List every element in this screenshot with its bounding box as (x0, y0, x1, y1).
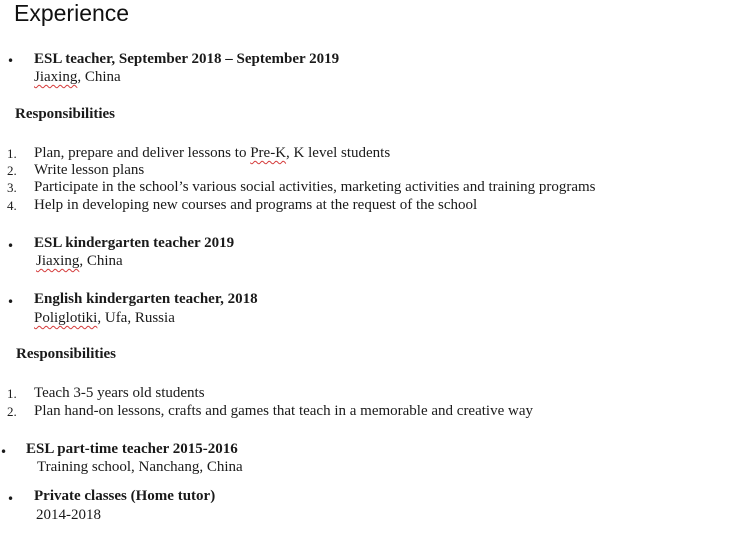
list-number: 4. (7, 198, 17, 213)
list-number: 1. (7, 146, 17, 161)
bullet-icon: • (7, 239, 15, 253)
list-item: Participate in the school’s various social activities, marketing activities and training programs (34, 179, 596, 195)
list-item: Help in developing new courses and programs at the request of the school (34, 197, 478, 213)
job-title-part-time: ESL part-time teacher 2015-2016 (26, 441, 238, 457)
location-city: Jiaxing (34, 69, 78, 85)
list-item: Teach 3-5 years old students (34, 385, 205, 401)
list-number: 2. (7, 163, 17, 178)
location-country: , China (77, 69, 121, 85)
list-item: Plan hand-on lessons, crafts and games that teach in a memorable and creative way (34, 403, 533, 419)
section-title: Experience (14, 0, 130, 26)
job-title-private-classes: Private classes (Home tutor) (34, 488, 216, 504)
job-title-esl-teacher: ESL teacher, September 2018 – September 2019 (34, 51, 340, 67)
list-item-term: Pre-K (250, 145, 287, 161)
responsibilities-heading: Responsibilities (15, 106, 116, 122)
list-number: 3. (7, 180, 17, 195)
location-school: Poliglotiki (34, 310, 98, 326)
job-title-english-kindergarten: English kindergarten teacher, 2018 (34, 291, 258, 307)
list-number: 2. (7, 404, 17, 419)
job-location (36, 253, 123, 270)
job-dates: 2014-2018 (36, 507, 101, 523)
bullet-icon: • (7, 295, 15, 309)
list-item (34, 145, 390, 162)
list-item-text: , K level students (286, 145, 391, 161)
bullet-icon: • (0, 445, 8, 459)
responsibilities-heading: Responsibilities (16, 346, 117, 362)
list-number: 1. (7, 386, 17, 401)
job-location: Training school, Nanchang, China (37, 459, 243, 475)
bullet-icon: • (7, 492, 15, 506)
list-item-text: Plan, prepare and deliver lessons to (34, 145, 251, 161)
job-location (34, 69, 121, 86)
job-location (34, 310, 175, 327)
job-title-esl-kindergarten: ESL kindergarten teacher 2019 (34, 235, 235, 251)
location-city: Jiaxing (36, 253, 80, 269)
location-country: , Ufa, Russia (97, 310, 175, 326)
location-country: , China (79, 253, 123, 269)
bullet-icon: • (7, 54, 15, 68)
list-item: Write lesson plans (34, 162, 145, 178)
